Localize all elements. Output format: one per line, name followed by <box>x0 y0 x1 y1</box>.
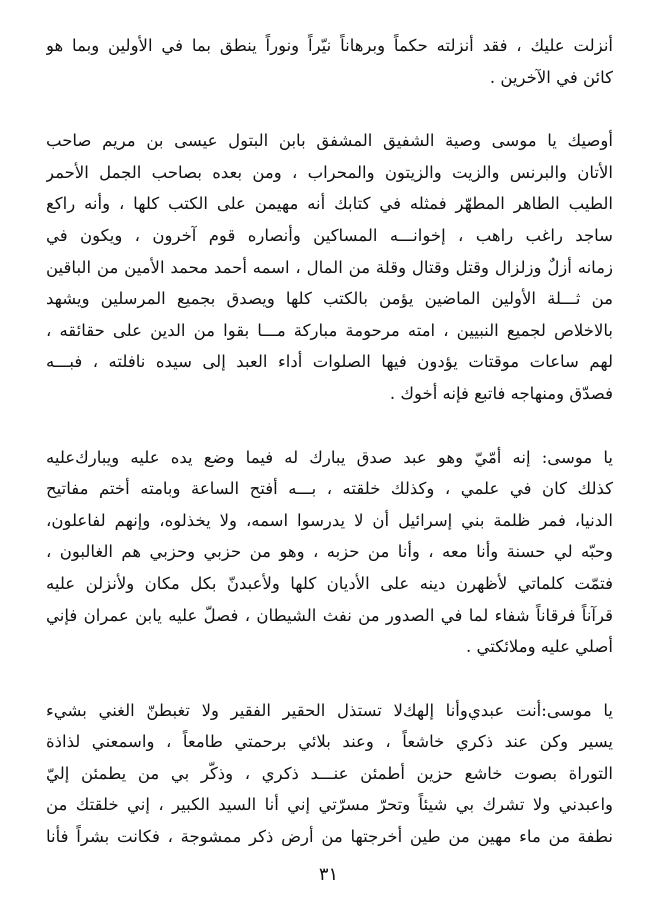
text-line: ساجد راغب راهب ، إخوانـــه المساكين وأنصاره قوم آخرون ، ويكون في <box>46 225 613 245</box>
text-line: يا موسى: إنه أمّيّ وهو عبد صدق يبارك له فيما وضع يده عليه ويبارك‌عليه <box>46 447 613 467</box>
text-line: وحبّه لي حسنة وأنا معه ، وأنا من حزبه ، وهو من حزبي وحزبي هم الغالبون ، <box>46 542 613 562</box>
text-line: التوراة بصوت خاشع حزين أطمئن عنـــد ذكري ، وذكّر بي من يطمئن إليّ <box>46 763 613 783</box>
text-line: لهم ساعات موقتات يؤدون فيها الصلوات أداء العبد إلى سيده نافلته ، فبـــه <box>46 352 613 372</box>
paragraph-gap <box>46 663 613 695</box>
text-line: كذلك كان في علمي ، وكذلك خلقته ، بـــه أفتح الساعة وبامته أختم مفاتيح <box>46 479 613 499</box>
text-line: الدنيا، فمر ظلمة بني إسرائيل أن لا يدرسوا اسمه، ولا يخذلوه، وإنهم لفاعلون، <box>46 510 613 530</box>
paragraph-gap <box>46 410 613 442</box>
text-line: أنزلت عليك ، فقد أنزلته حكماً وبرهاناً نيّراً ونوراً ينطق بما في الأولين وبما هو <box>46 36 613 55</box>
page-number: ٣١ <box>318 864 339 885</box>
text-line: كائن في الآخرين . <box>489 67 613 87</box>
text-line: قرآناً فرقاناً شفاء لما في الصدور من نفث الشيطان ، فصلّ عليه يابن عمران فإني <box>46 605 613 625</box>
text-line: أصلي عليه وملائكتي . <box>465 637 613 657</box>
text-line: بالاخلاص لجميع النبيين ، امته مرحومة مباركة مـــا بقوا من الدين على حقائقه ، <box>46 320 613 340</box>
text-line: واعبدني ولا تشرك بي شيئاً وتحرّ مسرّتي إني أنا السيد الكبير ، إني خلقتك من <box>46 795 613 815</box>
paragraph-2 <box>46 125 613 409</box>
paragraph-gap <box>46 93 613 125</box>
paragraph-1 <box>46 30 613 93</box>
text-line: زمانه أزلٌ وزلزال وقتل وقتال وقلة من المال ، اسمه أحمد محمد الأمين من الباقين <box>46 257 613 277</box>
text-line: فصدّق ومنهاجه فاتبع فإنه أخوك . <box>389 383 613 403</box>
text-line: يا موسى:أنت عبدي‌وأنا إلهك‌لا تستذل الحقير الفقير ولا تغبطنّ الغني بشيء <box>46 700 613 720</box>
text-line: من ثـــلة الأولين الماضين يؤمن بالكتب كلها ويصدق بجميع المرسلين ويشهد <box>46 289 613 309</box>
text-line: الأتان والبرنس والزيت والزيتون والمحراب ، ومن بعده بصاحب الجمل الأحمر <box>46 162 613 182</box>
paragraph-4 <box>46 695 613 853</box>
text-line: الطيب الطاهر المطهّر فمثله في كتابك أنه مهيمن على الكتب كلها ، وأنه راكع <box>46 194 613 214</box>
text-line: نطفة من ماء مهين من طين أخرجتها من أرض ذكر ممشوجة ، فكانت بشراً فأنا <box>46 827 613 847</box>
text-line: فتمّت كلماتي لأظهرن دينه على الأديان كلها ولأعبدنّ بكل مكان ولأنزلن عليه <box>46 573 613 593</box>
text-line: أوصيك يا موسى وصية الشفيق المشفق بابن البتول عيسى بن مريم صاحب <box>46 131 613 151</box>
paragraph-3 <box>46 442 613 663</box>
text-line: يسير وكن عند ذكري خاشعاً ، وعند بلائي برحمتي طامعاً ، واسمعني لذاذة <box>46 732 613 752</box>
